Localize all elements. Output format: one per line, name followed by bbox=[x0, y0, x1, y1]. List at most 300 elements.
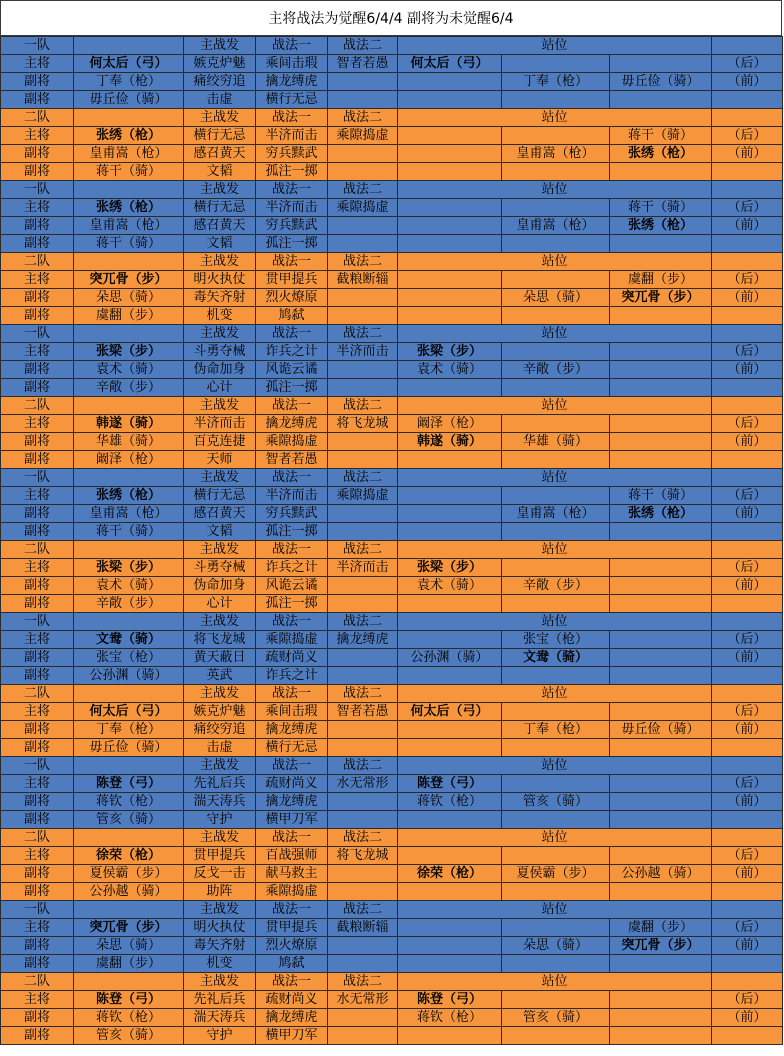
general-name[interactable]: 皇甫嵩（枪） bbox=[74, 145, 184, 163]
main-skill[interactable]: 横行无忌 bbox=[184, 487, 256, 505]
general-name[interactable]: 张绣（枪） bbox=[74, 199, 184, 217]
main-skill[interactable]: 文韬 bbox=[184, 523, 256, 541]
skill-two[interactable] bbox=[328, 937, 398, 955]
main-skill[interactable]: 文韬 bbox=[184, 235, 256, 253]
role-cell[interactable]: 副将 bbox=[1, 379, 74, 397]
general-name[interactable]: 张梁（步） bbox=[74, 343, 184, 361]
position-slot-3[interactable] bbox=[610, 559, 712, 577]
main-skill[interactable]: 机变 bbox=[184, 955, 256, 973]
position-slot-1[interactable]: 公孙渊（骑） bbox=[398, 649, 502, 667]
position-slot-2[interactable]: 丁奉（枪） bbox=[502, 73, 610, 91]
position-slot-1[interactable]: 陈登（弓） bbox=[398, 991, 502, 1009]
position-slot-2[interactable] bbox=[502, 199, 610, 217]
direction-cell[interactable] bbox=[712, 163, 783, 181]
role-cell[interactable]: 副将 bbox=[1, 307, 74, 325]
direction-cell[interactable]: （后） bbox=[712, 559, 783, 577]
general-name[interactable]: 皇甫嵩（枪） bbox=[74, 505, 184, 523]
skill-two[interactable] bbox=[328, 145, 398, 163]
blank-cell[interactable] bbox=[712, 109, 783, 127]
team-label[interactable]: 一队 bbox=[1, 325, 74, 343]
role-cell[interactable]: 副将 bbox=[1, 73, 74, 91]
general-name[interactable]: 何太后（弓） bbox=[74, 55, 184, 73]
position-slot-3[interactable] bbox=[610, 523, 712, 541]
header-main-skill[interactable]: 主战发 bbox=[184, 829, 256, 847]
skill-one[interactable]: 鸠弑 bbox=[256, 307, 328, 325]
team-label[interactable]: 一队 bbox=[1, 757, 74, 775]
role-cell[interactable]: 主将 bbox=[1, 415, 74, 433]
general-name[interactable]: 蒋干（骑） bbox=[74, 523, 184, 541]
role-cell[interactable]: 副将 bbox=[1, 667, 74, 685]
position-slot-3[interactable] bbox=[610, 847, 712, 865]
skill-one[interactable]: 乘隙捣虚 bbox=[256, 631, 328, 649]
position-slot-3[interactable]: 张绣（枪） bbox=[610, 145, 712, 163]
skill-one[interactable]: 烈火燎原 bbox=[256, 937, 328, 955]
header-main-skill[interactable]: 主战发 bbox=[184, 181, 256, 199]
position-slot-1[interactable] bbox=[398, 523, 502, 541]
position-slot-3[interactable] bbox=[610, 343, 712, 361]
skill-one[interactable]: 风诡云谲 bbox=[256, 361, 328, 379]
position-slot-2[interactable] bbox=[502, 775, 610, 793]
skill-two[interactable] bbox=[328, 523, 398, 541]
role-cell[interactable]: 副将 bbox=[1, 865, 74, 883]
header-position[interactable]: 站位 bbox=[398, 613, 712, 631]
header-skill-one[interactable]: 战法一 bbox=[256, 973, 328, 991]
header-position[interactable]: 站位 bbox=[398, 973, 712, 991]
position-slot-1[interactable] bbox=[398, 631, 502, 649]
general-name[interactable]: 管亥（骑） bbox=[74, 811, 184, 829]
direction-cell[interactable] bbox=[712, 883, 783, 901]
position-slot-2[interactable] bbox=[502, 955, 610, 973]
skill-two[interactable] bbox=[328, 433, 398, 451]
position-slot-3[interactable]: 虞翻（步） bbox=[610, 271, 712, 289]
position-slot-3[interactable] bbox=[610, 811, 712, 829]
direction-cell[interactable]: （前） bbox=[712, 577, 783, 595]
header-skill-two[interactable]: 战法二 bbox=[328, 685, 398, 703]
position-slot-2[interactable] bbox=[502, 55, 610, 73]
blank-cell[interactable] bbox=[712, 181, 783, 199]
position-slot-3[interactable]: 突兀骨（步） bbox=[610, 289, 712, 307]
header-skill-two[interactable]: 战法二 bbox=[328, 541, 398, 559]
position-slot-1[interactable] bbox=[398, 127, 502, 145]
skill-two[interactable] bbox=[328, 883, 398, 901]
main-skill[interactable]: 反戈一击 bbox=[184, 865, 256, 883]
role-cell[interactable]: 副将 bbox=[1, 1027, 74, 1045]
position-slot-1[interactable] bbox=[398, 847, 502, 865]
skill-two[interactable]: 智者若愚 bbox=[328, 703, 398, 721]
position-slot-3[interactable] bbox=[610, 55, 712, 73]
direction-cell[interactable] bbox=[712, 595, 783, 613]
general-name[interactable]: 蒋钦（枪） bbox=[74, 793, 184, 811]
header-skill-two[interactable]: 战法二 bbox=[328, 973, 398, 991]
direction-cell[interactable] bbox=[712, 451, 783, 469]
team-label[interactable]: 一队 bbox=[1, 901, 74, 919]
header-skill-two[interactable]: 战法二 bbox=[328, 469, 398, 487]
team-label[interactable]: 一队 bbox=[1, 37, 74, 55]
team-label[interactable]: 一队 bbox=[1, 181, 74, 199]
general-name[interactable]: 蒋干（骑） bbox=[74, 235, 184, 253]
role-cell[interactable]: 主将 bbox=[1, 199, 74, 217]
skill-one[interactable]: 诈兵之计 bbox=[256, 559, 328, 577]
position-slot-1[interactable] bbox=[398, 145, 502, 163]
general-name[interactable]: 夏侯霸（步） bbox=[74, 865, 184, 883]
skill-two[interactable] bbox=[328, 289, 398, 307]
header-skill-one[interactable]: 战法一 bbox=[256, 181, 328, 199]
position-slot-3[interactable]: 毋丘俭（骑） bbox=[610, 73, 712, 91]
direction-cell[interactable]: （后） bbox=[712, 271, 783, 289]
header-position[interactable]: 站位 bbox=[398, 541, 712, 559]
role-cell[interactable]: 主将 bbox=[1, 127, 74, 145]
main-skill[interactable]: 击虚 bbox=[184, 91, 256, 109]
position-slot-3[interactable] bbox=[610, 667, 712, 685]
general-name[interactable]: 丁奉（枪） bbox=[74, 721, 184, 739]
role-cell[interactable]: 副将 bbox=[1, 163, 74, 181]
general-name[interactable]: 辛敞（步） bbox=[74, 595, 184, 613]
general-name[interactable]: 虞翻（步） bbox=[74, 955, 184, 973]
position-slot-3[interactable]: 蒋干（骑） bbox=[610, 199, 712, 217]
direction-cell[interactable] bbox=[712, 955, 783, 973]
header-skill-two[interactable]: 战法二 bbox=[328, 325, 398, 343]
direction-cell[interactable]: （前） bbox=[712, 937, 783, 955]
position-slot-1[interactable] bbox=[398, 1027, 502, 1045]
position-slot-1[interactable] bbox=[398, 199, 502, 217]
position-slot-2[interactable]: 夏侯霸（步） bbox=[502, 865, 610, 883]
position-slot-2[interactable]: 管亥（骑） bbox=[502, 793, 610, 811]
blank-cell[interactable] bbox=[712, 541, 783, 559]
position-slot-2[interactable] bbox=[502, 415, 610, 433]
skill-two[interactable]: 乘隙捣虚 bbox=[328, 199, 398, 217]
role-cell[interactable]: 副将 bbox=[1, 649, 74, 667]
header-skill-one[interactable]: 战法一 bbox=[256, 253, 328, 271]
role-cell[interactable]: 副将 bbox=[1, 937, 74, 955]
position-slot-2[interactable] bbox=[502, 127, 610, 145]
skill-two[interactable] bbox=[328, 235, 398, 253]
header-position[interactable]: 站位 bbox=[398, 37, 712, 55]
skill-two[interactable] bbox=[328, 379, 398, 397]
blank-cell[interactable] bbox=[712, 37, 783, 55]
header-main-skill[interactable]: 主战发 bbox=[184, 37, 256, 55]
skill-two[interactable]: 半济而击 bbox=[328, 343, 398, 361]
blank-cell[interactable] bbox=[74, 685, 184, 703]
skill-two[interactable] bbox=[328, 451, 398, 469]
position-slot-1[interactable]: 张梁（步） bbox=[398, 343, 502, 361]
header-skill-two[interactable]: 战法二 bbox=[328, 253, 398, 271]
role-cell[interactable]: 主将 bbox=[1, 343, 74, 361]
position-slot-3[interactable] bbox=[610, 163, 712, 181]
direction-cell[interactable]: （后） bbox=[712, 775, 783, 793]
main-skill[interactable]: 心计 bbox=[184, 595, 256, 613]
direction-cell[interactable]: （后） bbox=[712, 991, 783, 1009]
role-cell[interactable]: 副将 bbox=[1, 523, 74, 541]
skill-two[interactable] bbox=[328, 721, 398, 739]
main-skill[interactable]: 天师 bbox=[184, 451, 256, 469]
team-label[interactable]: 二队 bbox=[1, 253, 74, 271]
position-slot-3[interactable] bbox=[610, 361, 712, 379]
position-slot-3[interactable] bbox=[610, 379, 712, 397]
role-cell[interactable]: 主将 bbox=[1, 775, 74, 793]
header-skill-one[interactable]: 战法一 bbox=[256, 469, 328, 487]
position-slot-2[interactable] bbox=[502, 703, 610, 721]
position-slot-3[interactable]: 蒋干（骑） bbox=[610, 487, 712, 505]
position-slot-2[interactable]: 丁奉（枪） bbox=[502, 721, 610, 739]
header-skill-one[interactable]: 战法一 bbox=[256, 109, 328, 127]
position-slot-3[interactable] bbox=[610, 775, 712, 793]
position-slot-2[interactable] bbox=[502, 847, 610, 865]
blank-cell[interactable] bbox=[74, 109, 184, 127]
general-name[interactable]: 蒋干（骑） bbox=[74, 163, 184, 181]
main-skill[interactable]: 机变 bbox=[184, 307, 256, 325]
general-name[interactable]: 虞翻（步） bbox=[74, 307, 184, 325]
header-skill-one[interactable]: 战法一 bbox=[256, 613, 328, 631]
position-slot-2[interactable] bbox=[502, 91, 610, 109]
direction-cell[interactable]: （前） bbox=[712, 433, 783, 451]
position-slot-2[interactable]: 文鸯（骑） bbox=[502, 649, 610, 667]
skill-one[interactable]: 乘间击瑕 bbox=[256, 703, 328, 721]
position-slot-2[interactable] bbox=[502, 919, 610, 937]
blank-cell[interactable] bbox=[74, 973, 184, 991]
general-name[interactable]: 朵思（骑） bbox=[74, 289, 184, 307]
main-skill[interactable]: 助阵 bbox=[184, 883, 256, 901]
header-main-skill[interactable]: 主战发 bbox=[184, 685, 256, 703]
direction-cell[interactable]: （后） bbox=[712, 127, 783, 145]
header-main-skill[interactable]: 主战发 bbox=[184, 757, 256, 775]
position-slot-3[interactable] bbox=[610, 703, 712, 721]
skill-two[interactable] bbox=[328, 217, 398, 235]
skill-two[interactable] bbox=[328, 73, 398, 91]
header-position[interactable]: 站位 bbox=[398, 325, 712, 343]
skill-two[interactable] bbox=[328, 1027, 398, 1045]
main-skill[interactable]: 毒矢齐射 bbox=[184, 937, 256, 955]
main-skill[interactable]: 先礼后兵 bbox=[184, 991, 256, 1009]
general-name[interactable]: 韩遂（骑） bbox=[74, 415, 184, 433]
blank-cell[interactable] bbox=[74, 469, 184, 487]
header-position[interactable]: 站位 bbox=[398, 757, 712, 775]
main-skill[interactable]: 湍天涛兵 bbox=[184, 1009, 256, 1027]
header-position[interactable]: 站位 bbox=[398, 829, 712, 847]
position-slot-3[interactable]: 公孙越（骑） bbox=[610, 865, 712, 883]
position-slot-2[interactable] bbox=[502, 307, 610, 325]
general-name[interactable]: 辛敞（步） bbox=[74, 379, 184, 397]
skill-one[interactable]: 半济而击 bbox=[256, 127, 328, 145]
skill-one[interactable]: 横甲刀军 bbox=[256, 811, 328, 829]
main-skill[interactable]: 感召黄天 bbox=[184, 145, 256, 163]
direction-cell[interactable]: （后） bbox=[712, 703, 783, 721]
header-position[interactable]: 站位 bbox=[398, 901, 712, 919]
position-slot-2[interactable] bbox=[502, 739, 610, 757]
main-skill[interactable]: 明火执仗 bbox=[184, 919, 256, 937]
position-slot-1[interactable] bbox=[398, 883, 502, 901]
role-cell[interactable]: 副将 bbox=[1, 955, 74, 973]
role-cell[interactable]: 副将 bbox=[1, 721, 74, 739]
position-slot-1[interactable] bbox=[398, 721, 502, 739]
header-skill-two[interactable]: 战法二 bbox=[328, 397, 398, 415]
blank-cell[interactable] bbox=[74, 325, 184, 343]
skill-one[interactable]: 半济而击 bbox=[256, 487, 328, 505]
team-label[interactable]: 二队 bbox=[1, 973, 74, 991]
role-cell[interactable]: 副将 bbox=[1, 433, 74, 451]
general-name[interactable]: 徐荣（枪） bbox=[74, 847, 184, 865]
main-skill[interactable]: 嫉克炉魅 bbox=[184, 55, 256, 73]
position-slot-3[interactable]: 张绣（枪） bbox=[610, 217, 712, 235]
skill-two[interactable] bbox=[328, 955, 398, 973]
role-cell[interactable]: 副将 bbox=[1, 217, 74, 235]
position-slot-1[interactable] bbox=[398, 595, 502, 613]
skill-two[interactable] bbox=[328, 1009, 398, 1027]
skill-one[interactable]: 擒龙缚虎 bbox=[256, 793, 328, 811]
main-skill[interactable]: 英武 bbox=[184, 667, 256, 685]
skill-one[interactable]: 擒龙缚虎 bbox=[256, 415, 328, 433]
header-skill-two[interactable]: 战法二 bbox=[328, 757, 398, 775]
role-cell[interactable]: 主将 bbox=[1, 847, 74, 865]
skill-one[interactable]: 横行无忌 bbox=[256, 739, 328, 757]
position-slot-1[interactable] bbox=[398, 955, 502, 973]
blank-cell[interactable] bbox=[74, 757, 184, 775]
position-slot-2[interactable]: 华雄（骑） bbox=[502, 433, 610, 451]
skill-one[interactable]: 孤注一掷 bbox=[256, 379, 328, 397]
position-slot-2[interactable]: 张宝（枪） bbox=[502, 631, 610, 649]
skill-two[interactable]: 半济而击 bbox=[328, 559, 398, 577]
role-cell[interactable]: 主将 bbox=[1, 631, 74, 649]
skill-one[interactable]: 鸠弑 bbox=[256, 955, 328, 973]
position-slot-1[interactable] bbox=[398, 235, 502, 253]
position-slot-3[interactable] bbox=[610, 793, 712, 811]
general-name[interactable]: 管亥（骑） bbox=[74, 1027, 184, 1045]
role-cell[interactable]: 副将 bbox=[1, 451, 74, 469]
skill-one[interactable]: 穷兵黩武 bbox=[256, 217, 328, 235]
position-slot-2[interactable] bbox=[502, 343, 610, 361]
skill-two[interactable] bbox=[328, 307, 398, 325]
direction-cell[interactable]: （前） bbox=[712, 145, 783, 163]
direction-cell[interactable]: （前） bbox=[712, 361, 783, 379]
position-slot-3[interactable] bbox=[610, 991, 712, 1009]
header-skill-one[interactable]: 战法一 bbox=[256, 541, 328, 559]
position-slot-1[interactable] bbox=[398, 667, 502, 685]
position-slot-3[interactable]: 突兀骨（步） bbox=[610, 937, 712, 955]
blank-cell[interactable] bbox=[74, 613, 184, 631]
skill-one[interactable]: 烈火燎原 bbox=[256, 289, 328, 307]
general-name[interactable]: 华雄（骑） bbox=[74, 433, 184, 451]
position-slot-1[interactable]: 蒋钦（枪） bbox=[398, 793, 502, 811]
general-name[interactable]: 袁术（骑） bbox=[74, 361, 184, 379]
header-main-skill[interactable]: 主战发 bbox=[184, 901, 256, 919]
skill-two[interactable]: 将飞龙城 bbox=[328, 415, 398, 433]
position-slot-1[interactable]: 张梁（步） bbox=[398, 559, 502, 577]
header-main-skill[interactable]: 主战发 bbox=[184, 325, 256, 343]
skill-one[interactable]: 横行无忌 bbox=[256, 91, 328, 109]
position-slot-1[interactable] bbox=[398, 739, 502, 757]
general-name[interactable]: 毋丘俭（骑） bbox=[74, 739, 184, 757]
position-slot-1[interactable] bbox=[398, 307, 502, 325]
position-slot-2[interactable] bbox=[502, 235, 610, 253]
direction-cell[interactable]: （后） bbox=[712, 487, 783, 505]
main-skill[interactable]: 守护 bbox=[184, 1027, 256, 1045]
direction-cell[interactable] bbox=[712, 307, 783, 325]
direction-cell[interactable] bbox=[712, 739, 783, 757]
position-slot-1[interactable] bbox=[398, 811, 502, 829]
skill-one[interactable]: 擒龙缚虎 bbox=[256, 73, 328, 91]
position-slot-3[interactable] bbox=[610, 1009, 712, 1027]
team-label[interactable]: 二队 bbox=[1, 109, 74, 127]
header-main-skill[interactable]: 主战发 bbox=[184, 973, 256, 991]
main-skill[interactable]: 伪命加身 bbox=[184, 577, 256, 595]
general-name[interactable]: 张绣（枪） bbox=[74, 487, 184, 505]
skill-one[interactable]: 智者若愚 bbox=[256, 451, 328, 469]
skill-two[interactable]: 乘隙捣虚 bbox=[328, 487, 398, 505]
position-slot-3[interactable] bbox=[610, 577, 712, 595]
direction-cell[interactable] bbox=[712, 811, 783, 829]
skill-two[interactable]: 截粮断辎 bbox=[328, 919, 398, 937]
position-slot-1[interactable] bbox=[398, 379, 502, 397]
position-slot-2[interactable] bbox=[502, 379, 610, 397]
skill-two[interactable]: 乘隙捣虚 bbox=[328, 127, 398, 145]
skill-one[interactable]: 诈兵之计 bbox=[256, 343, 328, 361]
position-slot-3[interactable]: 蒋干（骑） bbox=[610, 127, 712, 145]
position-slot-2[interactable] bbox=[502, 271, 610, 289]
general-name[interactable]: 公孙越（骑） bbox=[74, 883, 184, 901]
position-slot-1[interactable]: 何太后（弓） bbox=[398, 703, 502, 721]
blank-cell[interactable] bbox=[74, 397, 184, 415]
main-skill[interactable]: 痛绞穷追 bbox=[184, 721, 256, 739]
header-skill-two[interactable]: 战法二 bbox=[328, 37, 398, 55]
header-skill-two[interactable]: 战法二 bbox=[328, 613, 398, 631]
skill-two[interactable] bbox=[328, 577, 398, 595]
blank-cell[interactable] bbox=[74, 901, 184, 919]
general-name[interactable]: 张绣（枪） bbox=[74, 127, 184, 145]
general-name[interactable]: 张梁（步） bbox=[74, 559, 184, 577]
general-name[interactable]: 陈登（弓） bbox=[74, 775, 184, 793]
main-skill[interactable]: 斗勇夺械 bbox=[184, 559, 256, 577]
header-position[interactable]: 站位 bbox=[398, 685, 712, 703]
header-position[interactable]: 站位 bbox=[398, 469, 712, 487]
general-name[interactable]: 袁术（骑） bbox=[74, 577, 184, 595]
main-skill[interactable]: 心计 bbox=[184, 379, 256, 397]
direction-cell[interactable]: （后） bbox=[712, 343, 783, 361]
direction-cell[interactable] bbox=[712, 91, 783, 109]
main-skill[interactable]: 击虚 bbox=[184, 739, 256, 757]
direction-cell[interactable]: （前） bbox=[712, 1009, 783, 1027]
role-cell[interactable]: 副将 bbox=[1, 883, 74, 901]
general-name[interactable]: 张宝（枪） bbox=[74, 649, 184, 667]
position-slot-2[interactable]: 朵思（骑） bbox=[502, 289, 610, 307]
position-slot-2[interactable] bbox=[502, 163, 610, 181]
position-slot-3[interactable] bbox=[610, 91, 712, 109]
main-skill[interactable]: 感召黄天 bbox=[184, 217, 256, 235]
main-skill[interactable]: 横行无忌 bbox=[184, 199, 256, 217]
header-position[interactable]: 站位 bbox=[398, 181, 712, 199]
skill-two[interactable] bbox=[328, 163, 398, 181]
general-name[interactable]: 毋丘俭（骑） bbox=[74, 91, 184, 109]
main-skill[interactable]: 文韬 bbox=[184, 163, 256, 181]
blank-cell[interactable] bbox=[712, 613, 783, 631]
direction-cell[interactable] bbox=[712, 235, 783, 253]
general-name[interactable]: 公孙渊（骑） bbox=[74, 667, 184, 685]
position-slot-2[interactable] bbox=[502, 595, 610, 613]
skill-two[interactable]: 擒龙缚虎 bbox=[328, 631, 398, 649]
header-skill-one[interactable]: 战法一 bbox=[256, 325, 328, 343]
header-position[interactable]: 站位 bbox=[398, 397, 712, 415]
role-cell[interactable]: 副将 bbox=[1, 235, 74, 253]
position-slot-3[interactable] bbox=[610, 883, 712, 901]
direction-cell[interactable]: （前） bbox=[712, 289, 783, 307]
skill-one[interactable]: 孤注一掷 bbox=[256, 163, 328, 181]
position-slot-2[interactable] bbox=[502, 883, 610, 901]
main-skill[interactable]: 将飞龙城 bbox=[184, 631, 256, 649]
position-slot-1[interactable] bbox=[398, 487, 502, 505]
header-position[interactable]: 站位 bbox=[398, 253, 712, 271]
main-skill[interactable]: 半济而击 bbox=[184, 415, 256, 433]
skill-two[interactable] bbox=[328, 91, 398, 109]
header-main-skill[interactable]: 主战发 bbox=[184, 541, 256, 559]
position-slot-2[interactable]: 辛敞（步） bbox=[502, 361, 610, 379]
